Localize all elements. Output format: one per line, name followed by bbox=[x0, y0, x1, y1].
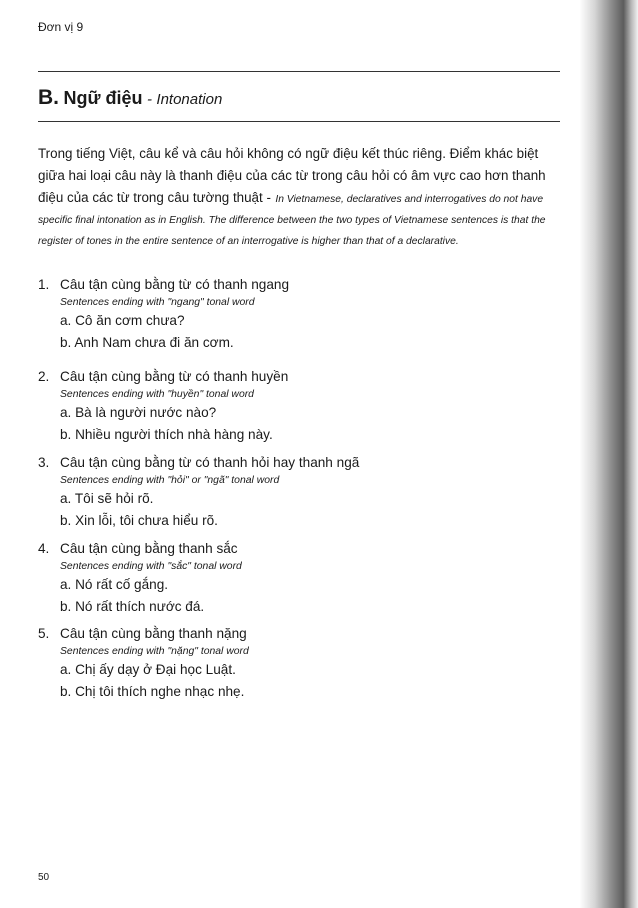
list-item bbox=[38, 624, 558, 703]
item-translation: Sentences ending with "ngang" tonal word bbox=[60, 297, 255, 308]
example-a: a. Cô ăn cơm chưa? bbox=[60, 313, 185, 328]
item-heading: Câu tận cùng bằng từ có thanh hỏi hay thanh ngã bbox=[60, 455, 360, 470]
list-item bbox=[38, 453, 558, 532]
section-letter: B bbox=[38, 86, 54, 109]
item-number: 3. bbox=[38, 455, 50, 470]
section-title bbox=[38, 86, 222, 110]
item-heading: Câu tận cùng bằng thanh sắc bbox=[60, 541, 238, 556]
title-divider bbox=[38, 121, 560, 122]
list-item bbox=[38, 539, 558, 618]
section-dot: . bbox=[53, 86, 60, 109]
item-number: 1. bbox=[38, 277, 50, 292]
unit-header: Đơn vị 9 bbox=[38, 20, 84, 34]
item-number: 2. bbox=[38, 369, 50, 384]
example-b: b. Xin lỗi, tôi chưa hiểu rõ. bbox=[60, 513, 218, 528]
section-title-en: Intonation bbox=[156, 91, 223, 108]
section-title-vn: Ngữ điệu bbox=[63, 88, 143, 108]
top-divider bbox=[38, 71, 560, 72]
item-heading: Câu tận cùng bằng từ có thanh huyền bbox=[60, 369, 289, 384]
list-item bbox=[38, 275, 558, 354]
item-translation: Sentences ending with "sắc" tonal word bbox=[60, 561, 242, 572]
item-translation: Sentences ending with "hỏi" or "ngã" tonal word bbox=[60, 475, 280, 486]
example-a: a. Bà là người nước nào? bbox=[60, 405, 217, 420]
example-b: b. Nhiều người thích nhà hàng này. bbox=[60, 427, 273, 442]
intro-vn: Trong tiếng Việt, câu kể và câu hỏi không có ngữ điệu kết thúc riêng. Điểm khác biệt giữa hai loại câu này là thanh điệu của các từ trong câu hỏi có âm vực cao hơn thanh điệu của các từ trong câu tường thuật - bbox=[38, 146, 546, 205]
item-number: 5. bbox=[38, 626, 50, 641]
list-item bbox=[38, 367, 558, 446]
item-number: 4. bbox=[38, 541, 50, 556]
intro-en: In Vietnamese, declaratives and interrogatives do not have specific final intonation as in English. The difference between the two types of Vietnamese sentences is that the register of tones in the entire sentence of an interrogative is higher than that of a declarative. bbox=[38, 194, 546, 247]
example-a: a. Chị ấy dạy ở Đại học Luật. bbox=[60, 662, 236, 677]
section-dash: - bbox=[146, 91, 152, 108]
item-translation: Sentences ending with "nặng" tonal word bbox=[60, 646, 249, 657]
item-heading: Câu tận cùng bằng thanh nặng bbox=[60, 626, 247, 641]
page-edge-shadow bbox=[580, 0, 638, 908]
example-b: b. Chị tôi thích nghe nhạc nhẹ. bbox=[60, 684, 245, 699]
item-translation: Sentences ending with "huyền" tonal word bbox=[60, 389, 254, 400]
page-number: 50 bbox=[38, 872, 50, 883]
example-b: b. Nó rất thích nước đá. bbox=[60, 599, 205, 614]
intro-paragraph bbox=[38, 143, 562, 252]
item-heading: Câu tận cùng bằng từ có thanh ngang bbox=[60, 277, 290, 292]
example-a: a. Tôi sẽ hỏi rõ. bbox=[60, 491, 154, 506]
example-a: a. Nó rất cố gắng. bbox=[60, 577, 169, 592]
example-b: b. Anh Nam chưa đi ăn cơm. bbox=[60, 335, 234, 350]
